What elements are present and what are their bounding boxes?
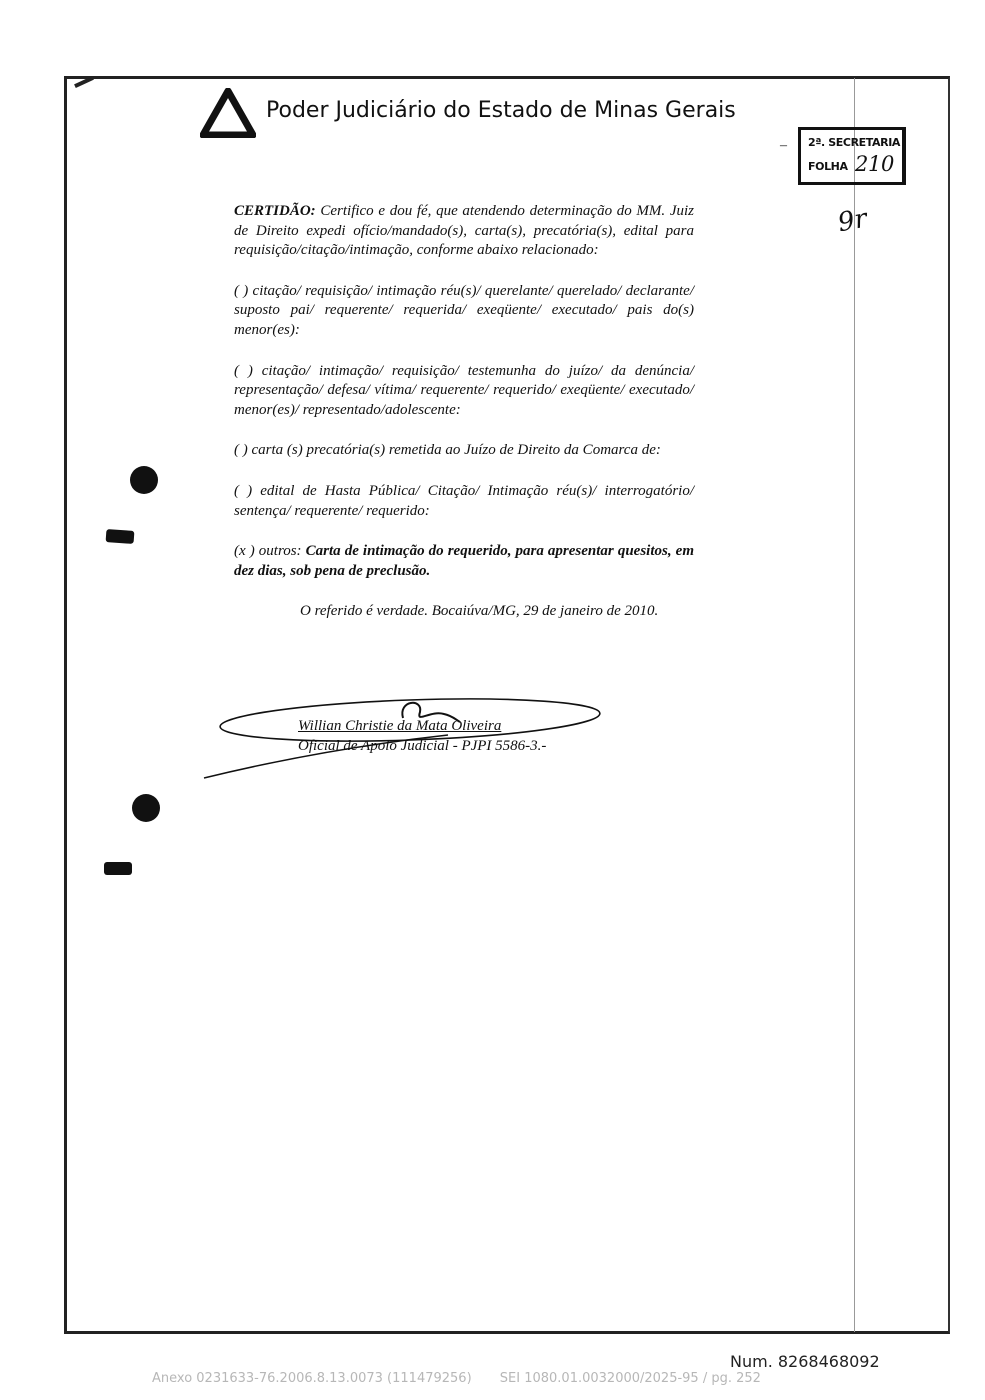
page-fold-line (854, 78, 855, 1332)
annex-reference: Anexo 0231633-76.2006.8.13.0073 (111479256) (152, 1371, 472, 1386)
secretaria-stamp (798, 127, 906, 185)
punch-hole (130, 466, 158, 494)
signatory-role: Oficial de Apoio Judicial - PJPI 5586-3.- (298, 738, 547, 754)
option-outros-prefix: (x ) outros: (234, 543, 306, 560)
option-testemunha: ( ) citação/ intimação/ requisição/ testemunha do juízo/ da denúncia/ representação/ defesa/ vítima/ requerente/ requerido/ exeqüente/ executado/ menor(es)/ representado/adolescente: (234, 362, 694, 418)
signature-block (298, 716, 546, 756)
stamp-folha-line (808, 153, 902, 177)
triangle-logo-icon (200, 88, 256, 138)
sei-reference: SEI 1080.01.0032000/2025-95 / pg. 252 (499, 1371, 761, 1386)
margin-initials: 9r (835, 203, 870, 239)
signatory-name: Willian Christie da Mata Oliveira (298, 718, 502, 734)
certificate-heading: CERTIDÃO: (234, 203, 316, 219)
ink-blot (106, 529, 135, 544)
option-outros (234, 542, 694, 581)
option-citacao-reu: ( ) citação/ requisição/ intimação réu(s)/ querelante/ querelado/ declarante/ suposto pai/ requerente/ requerida/ exeqüente/ executado/ pais do(s) menor(es): (234, 282, 694, 338)
closing-statement: O referido é verdade. Bocaiúva/MG, 29 de janeiro de 2010. (300, 603, 659, 620)
stamp-dash: – (780, 138, 787, 153)
option-carta-precatoria: ( ) carta (s) precatória(s) remetida ao Juízo de Direito da Comarca de: (234, 442, 661, 459)
certificate-intro-text: Certifico e dou fé, que atendendo determinação do MM. Juiz de Direito expedi ofício/mandado(s), carta(s), precatória(s), edital para requisição/citação/intimação, conforme abaixo relacionado: (234, 203, 694, 259)
stamp-folha-label: FOLHA (808, 160, 848, 173)
ink-blot (104, 862, 132, 875)
option-outros-text: Carta de intimação do requerido, para apresentar quesitos, em dez dias, sob pena de preclusão. (234, 543, 694, 579)
document-number: Num. 8268468092 (730, 1352, 880, 1371)
footer-annex-line (152, 1371, 761, 1386)
certificate-body (234, 202, 694, 643)
option-edital: ( ) edital de Hasta Pública/ Citação/ Intimação réu(s)/ interrogatório/ sentença/ requerente/ requerido: (234, 482, 694, 519)
punch-hole (132, 794, 160, 822)
stamp-folha-number: 210 (855, 152, 894, 176)
certificate-intro (234, 202, 694, 261)
header-title: Poder Judiciário do Estado de Minas Gerais (266, 98, 736, 123)
stamp-secretaria-label: 2ª. SECRETARIA (808, 136, 900, 149)
